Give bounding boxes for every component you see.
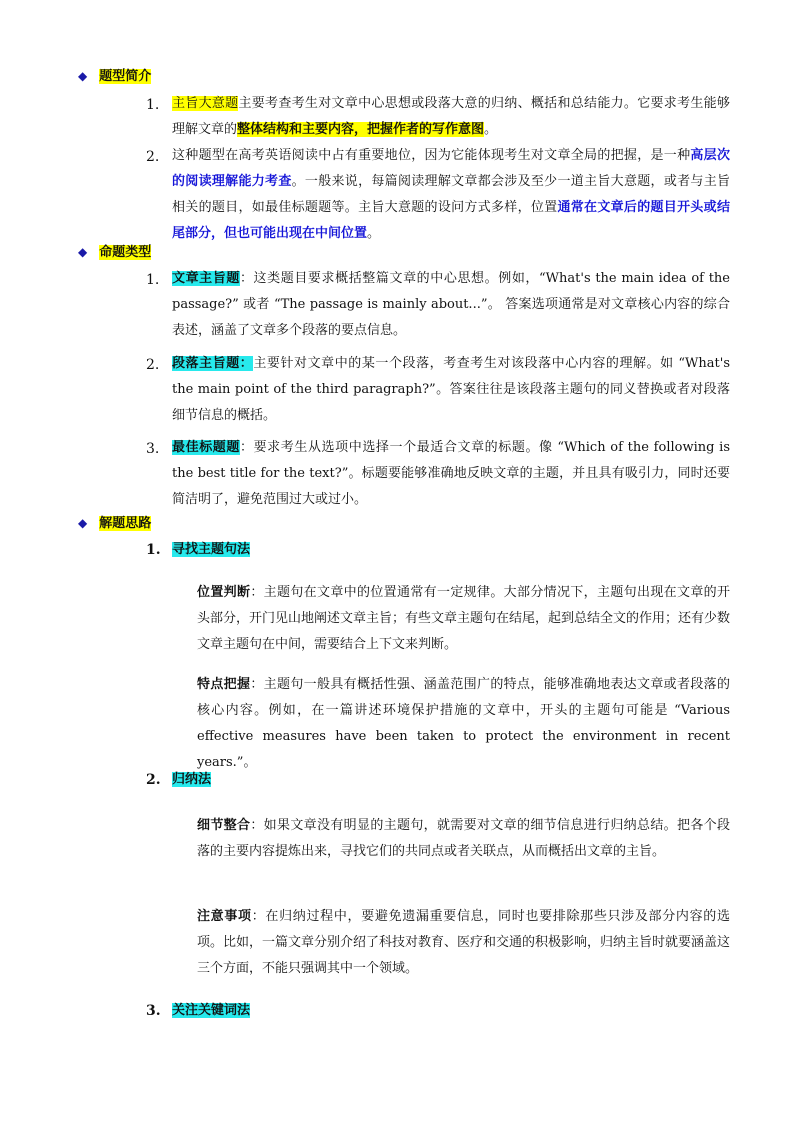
item-number: 1. xyxy=(146,542,161,558)
item-text xyxy=(172,435,730,513)
item-number: 2. xyxy=(146,357,160,373)
method-1-paragraph-1 xyxy=(197,580,730,658)
method-1-paragraph-2 xyxy=(197,672,730,776)
method-heading-1 xyxy=(146,536,730,564)
diamond-icon: ◆ xyxy=(78,516,88,530)
item-text xyxy=(172,143,730,247)
method-heading-3 xyxy=(146,997,730,1025)
method-heading-text xyxy=(172,536,730,564)
method-title: 关注关键词法 xyxy=(172,1003,251,1018)
section-heading-types xyxy=(78,242,151,262)
section-title: 命题类型 xyxy=(99,245,152,260)
section-heading-intro xyxy=(78,66,151,86)
text-run: ：主题句一般具有概括性强、涵盖范围广的特点，能够准确地表达文章或者段落的核心内容。例如，在一篇讲述环境保护措施的文章中，开头的主题句可能是 “Various effective measures have been taken to protect the environment in recent years.”。 xyxy=(197,677,730,770)
text-run: ：在归纳过程中，要避免遗漏重要信息，同时也要排除那些只涉及部分内容的选项。比如，一篇文章分别介绍了科技对教育、医疗和交通的积极影响，归纳主旨时就要涵盖这三个方面，不能只强调其中一个领域。 xyxy=(197,909,731,976)
intro-item-1 xyxy=(146,91,730,143)
text-run: ：如果文章没有明显的主题句，就需要对文章的细节信息进行归纳总结。把各个段落的主要内容提炼出来，寻找它们的共同点或者关联点，从而概括出文章的主旨。 xyxy=(197,818,730,859)
method-title: 归纳法 xyxy=(172,772,212,787)
text-run: 这种题型在高考英语阅读中占有重要地位，因为它能体现考生对文章全局的把握，是一种 xyxy=(172,148,691,163)
item-text xyxy=(172,266,730,344)
type-label: 段落主旨题： xyxy=(172,356,254,371)
highlight-term: 主旨大意题 xyxy=(172,96,239,111)
blue-emphasis: 通常在文章后的题目开头或结尾部分，但也可能出现在中间位置 xyxy=(172,200,730,241)
item-number: 2. xyxy=(146,149,160,165)
intro-item-2 xyxy=(146,143,730,247)
item-number: 1. xyxy=(146,97,160,113)
item-number: 2. xyxy=(146,772,161,788)
para-label: 特点把握 xyxy=(197,677,251,692)
method-2-paragraph-1 xyxy=(197,813,730,865)
text-run: 。 xyxy=(484,122,498,137)
highlight-bold: 整体结构和主要内容，把握作者的写作意图 xyxy=(237,122,485,137)
item-text xyxy=(172,351,730,429)
section-title: 题型简介 xyxy=(99,69,152,84)
text-run: ：要求考生从选项中选择一个最适合文章的标题。像 “Which of the following is the best title for the text?”。标题要能够准确地反映文章的主题，并且具有吸引力，同时还要简洁明了，避免范围过大或过小。 xyxy=(172,440,730,507)
method-heading-text xyxy=(172,766,730,794)
diamond-icon: ◆ xyxy=(78,245,88,259)
section-title: 解题思路 xyxy=(99,516,152,531)
item-number: 1. xyxy=(146,272,160,288)
text-run: 。一般来说，每篇阅读理解文章都会涉及至少一道主旨大意题，或者与主旨相关的题目，如最佳标题题等。主旨大意题的设问方式多样，位置 xyxy=(172,174,730,215)
item-number: 3. xyxy=(146,1003,161,1019)
method-title: 寻找主题句法 xyxy=(172,542,251,557)
blue-emphasis: 高层次的阅读理解能力考查 xyxy=(172,148,730,189)
type-label: 文章主旨题 xyxy=(172,271,240,286)
diamond-icon: ◆ xyxy=(78,69,88,83)
text-run: 主要考查考生对文章中心思想或段落大意的归纳、概括和总结能力。它要求考生能够理解文章的 xyxy=(172,96,730,137)
item-number: 3. xyxy=(146,441,160,457)
para-label: 位置判断 xyxy=(197,585,251,600)
type-label: 最佳标题题 xyxy=(172,440,240,455)
type-item-2 xyxy=(146,351,730,429)
type-item-1 xyxy=(146,266,730,344)
item-text xyxy=(172,91,730,143)
text-run: 主要针对文章中的某一个段落，考查考生对该段落中心内容的理解。如 “What's the main point of the third paragraph?”。答案往往是该段落主题句的同义替换或者对段落细节信息的概括。 xyxy=(172,356,730,423)
text-run: ：这类题目要求概括整篇文章的中心思想。例如，“What's the main idea of the passage?” 或者 “The passage is mainly about...”。 答案选项通常是对文章核心内容的综合表述，涵盖了文章多个段落的要点信息。 xyxy=(172,271,730,338)
para-label: 注意事项 xyxy=(197,909,252,924)
text-run: 。 xyxy=(367,226,381,241)
text-run: ：主题句在文章中的位置通常有一定规律。大部分情况下，主题句出现在文章的开头部分，开门见山地阐述文章主旨；有些文章主题句在结尾，起到总结全文的作用；还有少数文章主题句在中间，需要结合上下文来判断。 xyxy=(197,585,731,652)
method-2-paragraph-2 xyxy=(197,904,730,982)
method-heading-2 xyxy=(146,766,730,794)
method-heading-text xyxy=(172,997,730,1025)
type-item-3 xyxy=(146,435,730,513)
para-label: 细节整合 xyxy=(197,818,251,833)
section-heading-methods xyxy=(78,513,151,533)
